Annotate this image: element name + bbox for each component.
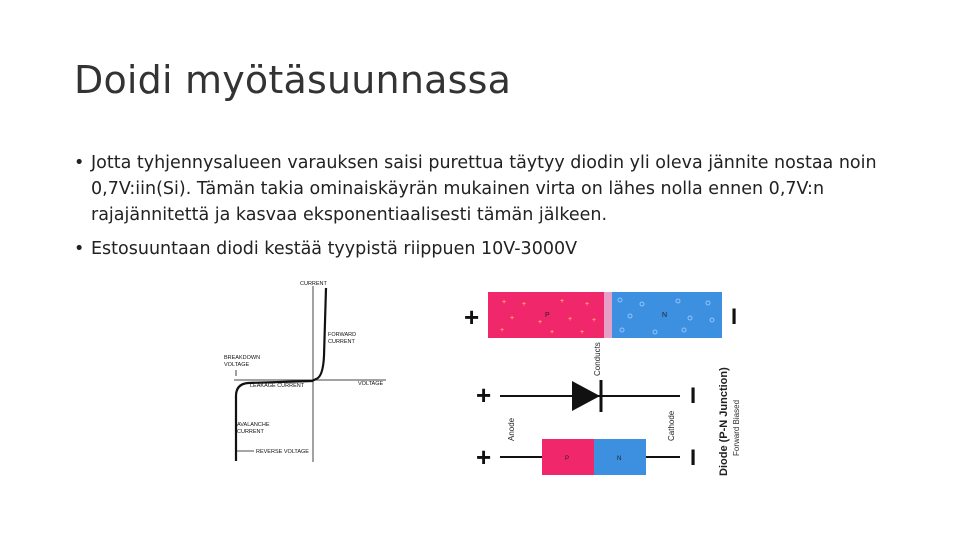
plus-sign-top: + (464, 302, 480, 332)
label-leakage-current: LEAKAGE CURRENT (250, 383, 305, 389)
bullet-text: Estosuuntaan diodi kestää tyypistä riippuen 10V-3000V (91, 239, 578, 259)
minus-sign-bottom: I (690, 445, 697, 470)
p-label-top: P (545, 312, 550, 319)
bullet-text: Jotta tyhjennysalueen varauksen saisi purettua täytyy diodin yli oleva jännite nostaa noin 0,7V:iin(Si). Tämän takia ominaiskäyrän mukainen virta on lähes nolla ennen 0,7V:n rajajännitettä ja kasvaa eksponentiaalisesti tämän jälkeen. (91, 153, 877, 225)
label-avalanche-current-2: CURRENT (237, 429, 264, 435)
plus-sign-bottom: + (476, 442, 492, 472)
bullet-dot: • (74, 153, 85, 173)
label-breakdown-voltage: BREAKDOWN (224, 355, 261, 361)
iv-characteristic-graph (220, 276, 390, 466)
label-current: CURRENT (300, 281, 327, 287)
p-block-label: P (565, 456, 570, 462)
label-avalanche-current: AVALANCHE (237, 422, 270, 428)
conducts-label: Conducts (593, 342, 602, 376)
bullet-list (74, 150, 914, 270)
diode-triangle (572, 381, 600, 411)
slide-title: Doidi myötäsuunnassa (74, 58, 512, 102)
p-carrier: + (560, 298, 565, 305)
n-block-label: N (617, 456, 622, 462)
side-subtitle: Forward Biased (732, 399, 741, 456)
side-title: Diode (P-N Junction) (718, 367, 730, 476)
label-forward-current: FORWARD (328, 332, 357, 338)
label-breakdown-voltage-2: VOLTAGE (224, 362, 250, 368)
p-carrier: + (538, 319, 543, 326)
bullet-dot: • (74, 239, 85, 259)
p-carrier: + (585, 301, 590, 308)
p-carrier: + (522, 301, 527, 308)
n-label-top: N (662, 312, 668, 319)
p-carrier: + (550, 329, 555, 336)
p-carrier: + (580, 329, 585, 336)
p-carrier: + (568, 316, 573, 323)
plus-sign-middle: + (476, 380, 492, 410)
minus-sign-top: I (731, 304, 738, 329)
anode-label: Anode (507, 417, 516, 441)
label-voltage: VOLTAGE (358, 381, 384, 387)
p-carrier: + (510, 315, 515, 322)
p-carrier: + (592, 317, 597, 324)
p-carrier: + (500, 327, 505, 334)
label-reverse-voltage: REVERSE VOLTAGE (256, 449, 309, 455)
minus-sign-middle: I (690, 383, 697, 408)
bullet-item (74, 236, 914, 262)
cathode-label: Cathode (667, 410, 676, 441)
label-forward-current-2: CURRENT (328, 339, 355, 345)
p-carrier: + (502, 299, 507, 306)
forward-biased-diode-figure (450, 286, 750, 481)
bullet-item (74, 150, 914, 228)
